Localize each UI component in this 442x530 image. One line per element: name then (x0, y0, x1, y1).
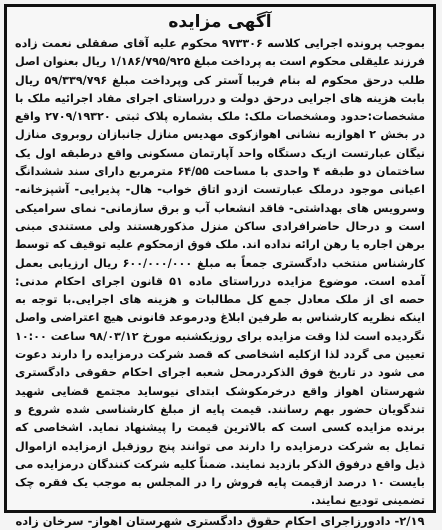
notice-title: آگهی مزایده (168, 12, 272, 32)
notice-footer: ۲/۱۹- دادورزاجرای احکام حقوق دادگستری شهرستان اهواز- سرخان زاده (15, 513, 425, 528)
auction-notice (4, 4, 436, 528)
notice-body: بموجب پرونده اجرایی کلاسه ۹۷۳۳۰۶ محکوم علیه آقای صفقلی نعمت زاده فرزند علیقلی محکوم است به پرداخت مبلغ ۱/۱۸۶/۷۹۵/۹۲۵ ریال بعنوان اصل طلب درحق محکوم له بنام فریبا آستر کی وپرداخت مبلغ ۵۹/۳۳۹/۷۹۶ ریال بابت هزینه های اجرایی درحق دولت و درراستای اجرای مفاد اجرائیه ملک با مشخصات:حدود ومشخصات ملک: ملک بشماره پلاک ثبتی ۲۷۰۹/۱۹۳۲۰ واقع در بخش ۲ اهوازبه نشانی اهوازکوی مهدیس منازل جانبازان روبروی منازل نیگان عبارتست ازیک دستگاه واحد آپارتمان مسکونی واقع درطبقه اول یک ساختمان دو طبقه ۴ واحدی با مساحت ۶۴/۵۵ مترمربع دارای سند ششدانگ اعیانی موجود درملک عبارتست ازدو اتاق خواب- هال- پذیرایی- آشپزخانه- وسرویس های بهداشتی- فاقد انشعاب آب و برق سازمانی- نمای سرامیکی است و درحال حاضرافرادی ساکن منزل مذکورهستند ولی مستندی مبنی برهن اجاره یا رهن ارائه نداده اند. ملک فوق ازمحکوم علیه توقیف که توسط کارشناس منتخب دادگستری جمعاً به مبلغ ۶۰۰/۰۰۰/۰۰۰ ریال ارزیابی بعمل آمده است. موضوع مزایده درراستای ماده ۵۱ قانون اجرای احکام مدنی: حصه ای از ملک معادل جمع کل مطالبات و هزینه های اجرایی.با توجه به اینکه نظریه کارشناس به طرفین ابلاغ ودرموعد قانونی هیچ اعتراضی واصل نگردیده است لذا وقت مزایده برای روزیکشنبه مورخ ۹۸/۰۳/۱۲ ساعت ۱۰:۰۰ تعیین می گردد لذا ازکلیه اشخاصی که قصد شرکت درمزایده را دارند دعوت می شود در تاریخ فوق الذکردرمحل شعبه اجرای احکام حقوقی دادگستری شهرستان اهواز واقع درخرمکوشک ابتدای نیوساید مجتمع قضایی شهید تندگویان حضور بهم رسانند. قیمت پایه از مبلغ کارشناسی شده شروع و برنده مزایده کسی است که بالاترین قیمت را پیشنهاد نماید. اشخاصی که تمایل به شرکت درمزایده را دارند می توانند پنج روزقبل ازمزایده ازاموال ذیل واقع درفوق الذکر بازدید نمایند. ضمناً کلیه شرکت کنندگان درمزایده می بایست ۱۰ درصد ازقیمت پایه فروش را در المجلس به موجب یک فقره چک تضمینی تودیع نمایند. (15, 37, 425, 508)
